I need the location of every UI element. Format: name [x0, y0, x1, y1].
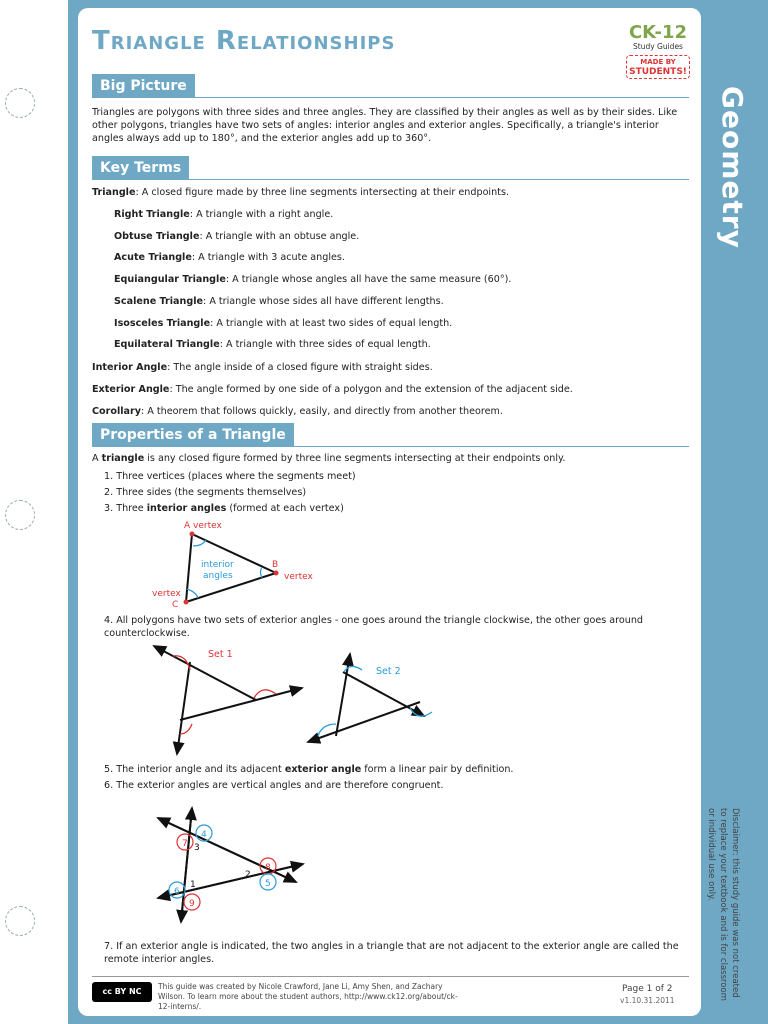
angle-7: 7 — [182, 839, 188, 849]
angle-4: 4 — [201, 830, 207, 840]
side-tab-label — [712, 86, 752, 150]
list-item-5: 5. The interior angle and its adjacent exterior angle form a linear pair by definition. — [104, 764, 514, 775]
label-b: B — [272, 560, 279, 570]
figure-vertical-angles — [148, 806, 308, 926]
term-obtuse-triangle: Obtuse Triangle: A triangle with an obtuse angle. — [114, 231, 360, 242]
angle-3: 3 — [194, 843, 200, 853]
page-number: Page 1 of 2 — [622, 984, 673, 994]
angle-5: 5 — [265, 879, 271, 889]
divider — [92, 97, 689, 98]
term-exterior-angle: Exterior Angle: The angle formed by one side of a polygon and the extension of the adjacent side. — [92, 384, 573, 395]
version: v1.10.31.2011 — [620, 996, 675, 1005]
footer-divider — [92, 976, 689, 977]
label-c: C — [172, 600, 179, 610]
term-isosceles-triangle: Isosceles Triangle: A triangle with at least two sides of equal length. — [114, 318, 453, 329]
angle-1: 1 — [190, 880, 196, 890]
figure-exterior-sets — [146, 640, 456, 760]
divider — [92, 446, 689, 447]
cc-license-badge: cc BY NC — [92, 982, 152, 1002]
angle-6: 6 — [174, 887, 180, 897]
angle-9: 9 — [189, 899, 195, 909]
divider — [92, 179, 689, 180]
label-a-vertex: A vertex — [184, 521, 222, 531]
binder-hole — [5, 500, 35, 530]
section-key-terms: Key Terms — [92, 156, 189, 180]
section-properties: Properties of a Triangle — [92, 423, 294, 447]
section-big-picture: Big Picture — [92, 74, 195, 98]
disclaimer: Disclaimer: this study guide was not created to replace your textbook and is for classroom or individual use only. — [706, 808, 740, 1002]
label-set-2: Set 2 — [376, 666, 401, 677]
ck12-logo: CK-12 Study Guides MADE BY STUDENTS! — [626, 24, 690, 79]
term-acute-triangle: Acute Triangle: A triangle with 3 acute angles. — [114, 252, 345, 263]
term-corollary: Corollary: A theorem that follows quickly, easily, and directly from another theorem. — [92, 406, 503, 417]
properties-intro: A triangle is any closed figure formed by three line segments intersecting at their endpoints only. — [92, 453, 566, 464]
figure-interior-angles — [150, 516, 330, 612]
term-equiangular-triangle: Equiangular Triangle: A triangle whose angles all have the same measure (60°). — [114, 274, 512, 285]
angle-2: 2 — [245, 870, 251, 880]
angle-8: 8 — [265, 863, 271, 873]
label-c-vertex: vertex — [152, 589, 181, 599]
list-item-3: 3. Three interior angles (formed at each vertex) — [104, 503, 344, 514]
binder-hole — [5, 906, 35, 936]
list-item-1: 1. Three vertices (places where the segments meet) — [104, 471, 356, 482]
list-item-2: 2. Three sides (the segments themselves) — [104, 487, 307, 498]
label-set-1: Set 1 — [208, 649, 233, 660]
term-right-triangle: Right Triangle: A triangle with a right angle. — [114, 209, 334, 220]
big-picture-text: Triangles are polygons with three sides and three angles. They are classified by their angles as well as by their sides. Like other polygons, triangles have two sets of angles: interior angles and exterior angles. Specifically, a triangle's interior angles always add up to 180°, and the exterior angles add up to 360°. — [92, 107, 678, 144]
list-item-4: 4. All polygons have two sets of exterior angles - one goes around the triangle clockwise, the other goes around counterclockwise. — [104, 615, 644, 639]
term-scalene-triangle: Scalene Triangle: A triangle whose sides all have different lengths. — [114, 296, 444, 307]
term-equilateral-triangle: Equilateral Triangle: A triangle with three sides of equal length. — [114, 339, 431, 350]
term-interior-angle: Interior Angle: The angle inside of a closed figure with straight sides. — [92, 362, 433, 373]
page-title: Triangle Relationships — [92, 26, 396, 56]
label-angles: angles — [203, 571, 233, 581]
label-interior: interior — [201, 560, 234, 570]
list-item-7: 7. If an exterior angle is indicated, the two angles in a triangle that are not adjacent to the exterior angle are called the remote interior angles. — [104, 941, 679, 965]
footer-credit: This guide was created by Nicole Crawford, Jane Li, Amy Shen, and Zachary Wilson. To learn more about the student authors, http://www.ck12.org/about/ck-12-interns/. — [158, 982, 458, 1011]
term-triangle: Triangle: A closed figure made by three line segments intersecting at their endpoints. — [92, 187, 509, 198]
list-item-6: 6. The exterior angles are vertical angles and are therefore congruent. — [104, 780, 444, 791]
binder-hole — [5, 88, 35, 118]
label-b-vertex: vertex — [284, 572, 313, 582]
